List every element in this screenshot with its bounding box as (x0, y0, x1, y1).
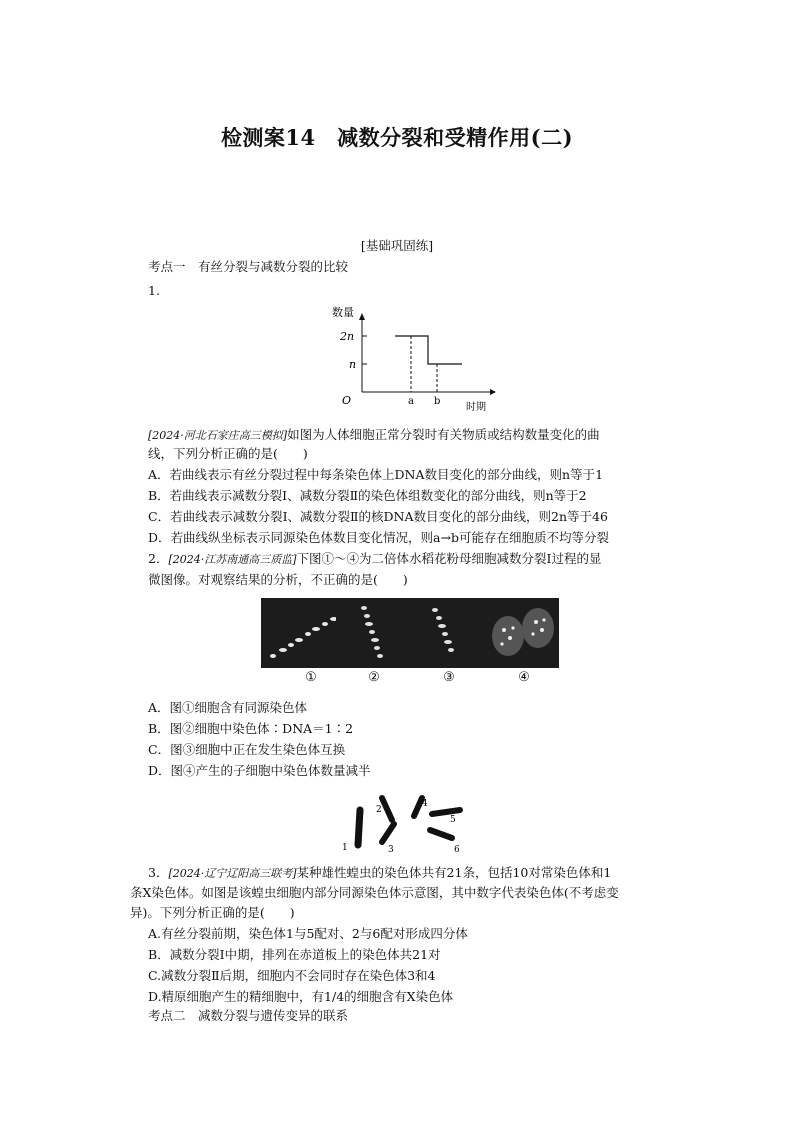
q2-stem-text1: 下图①～④为二倍体水稻花粉母细胞减数分裂Ⅰ过程的显 (296, 551, 602, 566)
x-axis-label: 时期 (466, 402, 486, 413)
chromo-label-4: 4 (422, 799, 428, 809)
q3-option-a: A.有丝分裂前期，染色体1与5配对、2与6配对形成四分体 (148, 926, 468, 941)
q2-option-a: A．图①细胞含有同源染色体 (148, 700, 308, 715)
q3-stem-text1: 某种雄性蝗虫的染色体共有21条，包括10对常染色体和1 (296, 865, 612, 880)
chromo-label-6: 6 (454, 845, 460, 855)
q3-chromosome-figure (340, 790, 480, 858)
section-heading: [基础巩固练] (360, 238, 434, 253)
kaodian-1: 考点一 有丝分裂与减数分裂的比较 (148, 259, 349, 274)
q1-stem-text1: 如图为人体细胞正常分裂时有关物质或结构数量变化的曲 (287, 427, 600, 442)
q1-stem-line2: 线，下列分析正确的是( ) (148, 446, 308, 461)
q1-option-a: A．若曲线表示有丝分裂过程中每条染色体上DNA数目变化的部分曲线，则n等于1 (148, 467, 604, 482)
q3-stem-line1 (148, 863, 611, 883)
q1-option-b: B．若曲线表示减数分裂Ⅰ、减数分裂Ⅱ的染色体组数变化的部分曲线，则n等于2 (148, 488, 587, 503)
q1-option-c: C．若曲线表示减数分裂Ⅰ、减数分裂Ⅱ的核DNA数目变化的部分曲线，则2n等于46 (148, 509, 608, 524)
q3-option-c: C.减数分裂Ⅱ后期，细胞内不会同时存在染色体3和4 (148, 968, 436, 983)
chromosome-line-2 (336, 598, 411, 668)
step-curve (395, 336, 462, 364)
chromosome-line-3 (411, 598, 486, 668)
q3-option-d: D.精原细胞产生的精细胞中，有1/4的细胞含有X染色体 (148, 989, 454, 1004)
q2-number: 2． (148, 551, 169, 566)
q2-option-c: C．图③细胞中正在发生染色体互换 (148, 742, 346, 757)
chromosome-2 (382, 798, 392, 820)
micrograph-label-2: ② (368, 670, 380, 685)
chromosome-3 (382, 824, 394, 842)
q2-stem-line2: 微图像。对观察结果的分析，不正确的是( ) (148, 572, 408, 587)
page-title: 检测案14 减数分裂和受精作用(二) (220, 125, 574, 150)
origin-label: O (342, 394, 352, 407)
q1-source: [2024·河北石家庄高三模拟] (148, 429, 288, 442)
x-tick-b: b (434, 396, 441, 407)
q2-option-b: B．图②细胞中染色体∶DNA＝1∶2 (148, 721, 354, 736)
q3-source: [2024·辽宁辽阳高三联考] (168, 867, 297, 880)
micrograph-label-1: ① (305, 670, 317, 685)
q1-stem-line1 (148, 425, 600, 445)
chromosome-5 (432, 810, 460, 814)
kaodian-2: 考点二 减数分裂与遗传变异的联系 (148, 1008, 349, 1023)
two-nuclei (486, 598, 559, 668)
q2-option-d: D．图④产生的子细胞中染色体数量减半 (148, 763, 371, 778)
micrograph-label-4: ④ (518, 670, 530, 685)
q3-stem-line3: 异)。下列分析正确的是( ) (130, 905, 295, 920)
q1-step-graph (320, 300, 520, 415)
chromosome-1 (358, 810, 360, 845)
q3-stem-line2: 条X染色体。如图是该蝗虫细胞内部分同源染色体示意图，其中数字代表染色体(不考虑变 (130, 885, 619, 900)
chromo-label-5: 5 (450, 815, 456, 825)
micrograph-4 (486, 598, 559, 668)
x-tick-a: a (408, 396, 414, 407)
y-tick-n: n (349, 358, 357, 371)
y-tick-2n: 2n (340, 330, 355, 343)
chromo-label-3: 3 (388, 845, 394, 855)
x-axis-arrow (490, 389, 496, 395)
q1-option-d: D．若曲线纵坐标表示同源染色体数目变化情况，则a→b可能存在细胞质不均等分裂 (148, 530, 609, 545)
micrograph-label-3: ③ (443, 670, 455, 685)
chromo-label-1: 1 (342, 843, 348, 853)
q2-source: [2024·江苏南通高三质监] (168, 553, 297, 566)
q1-number: 1. (148, 283, 160, 298)
chromosome-6 (430, 830, 452, 838)
q3-number: 3． (148, 865, 169, 880)
q3-option-b: B．减数分裂Ⅰ中期，排列在赤道板上的染色体共21对 (148, 947, 441, 962)
y-axis-arrow (359, 313, 365, 320)
chromosome-4 (414, 798, 422, 816)
y-axis-label: 数量 (332, 306, 354, 319)
q2-stem-line1 (148, 549, 601, 569)
chromo-label-2: 2 (376, 805, 382, 815)
